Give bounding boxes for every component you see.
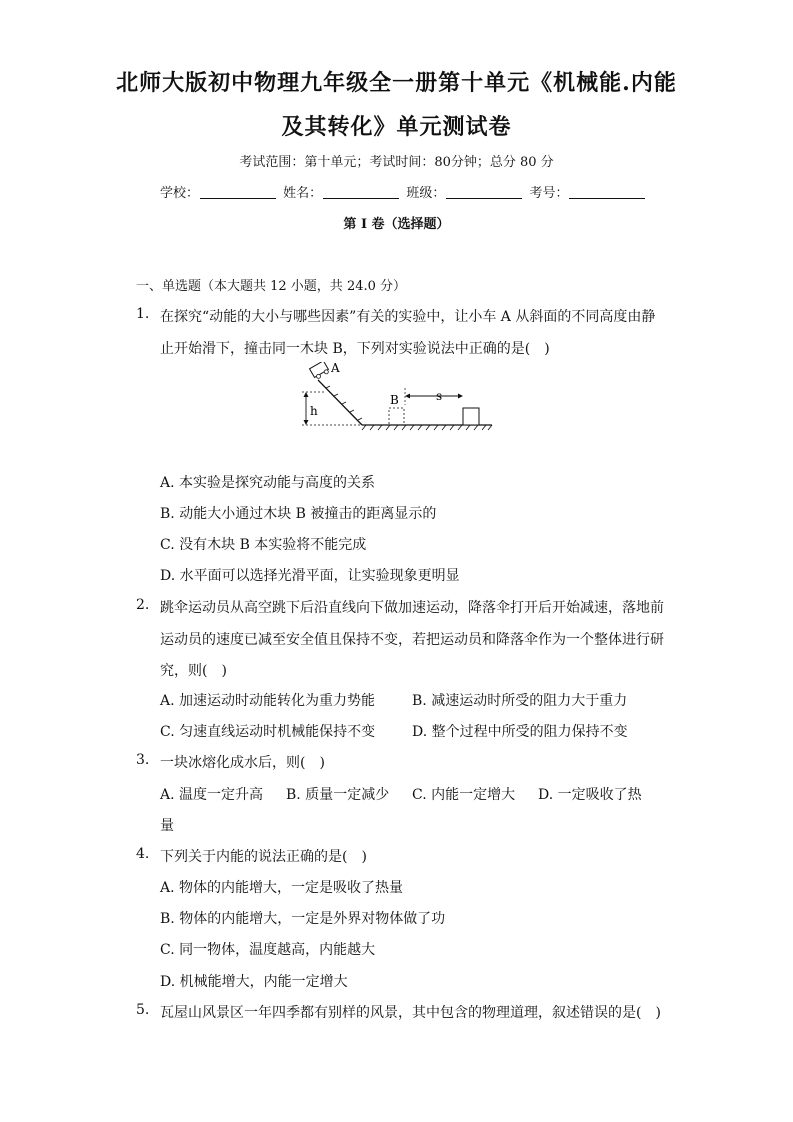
q1-option-d[interactable]: D. 水平面可以选择光滑平面，让实验现象更明显 — [160, 568, 460, 584]
q2-line1: 跳伞运动员从高空跳下后沿直线向下做加速运动，降落伞打开后开始减速，落地前 — [160, 600, 664, 616]
q2-option-a[interactable]: A. 加速运动时动能转化为重力势能 — [160, 693, 376, 709]
doc-title-line1: 北师大版初中物理九年级全一册第十单元《机械能.内能 — [116, 70, 677, 96]
number-blank[interactable] — [569, 185, 645, 199]
q4-option-b[interactable]: B. 物体的内能增大，一定是外界对物体做了功 — [160, 911, 446, 927]
exam-info: 考试范围：第十单元；考试时间：80分钟；总分 80 分 — [239, 155, 554, 170]
label-s: s — [436, 389, 443, 403]
q2-option-c[interactable]: C. 匀速直线运动时机械能保持不变 — [160, 724, 376, 740]
q3-line1: 一块冰熔化成水后，则( ) — [160, 755, 325, 771]
q4-option-d[interactable]: D. 机械能增大，内能一定增大 — [160, 974, 348, 990]
q3-option-d-cont: 量 — [160, 818, 174, 834]
name-label: 姓名： — [283, 186, 323, 201]
slope-line — [318, 380, 362, 425]
school-label: 学校： — [160, 186, 200, 201]
s-arrow-left — [405, 394, 410, 399]
section-heading: 一、单选题（本大题共 12 小题，共 24.0 分） — [136, 279, 407, 294]
q5-line1: 瓦屋山风景区一年四季都有别样的风景，其中包含的物理道理，叙述错误的是( ) — [160, 1005, 661, 1021]
q4-option-a[interactable]: A. 物体的内能增大，一定是吸收了热量 — [160, 880, 404, 896]
label-h: h — [310, 404, 318, 418]
q2-option-b[interactable]: B. 减速运动时所受的阻力大于重力 — [412, 693, 628, 709]
block-b-final — [463, 408, 479, 425]
label-b: B — [390, 393, 399, 407]
slope-hatch — [326, 386, 362, 420]
student-fields — [160, 182, 648, 201]
q3-number: 3. — [136, 752, 150, 768]
number-label: 考号： — [529, 186, 569, 201]
school-blank[interactable] — [200, 185, 276, 199]
q3-option-d[interactable]: D. 一定吸收了热 — [538, 787, 642, 803]
cart-a — [310, 362, 330, 380]
doc-title-line2: 及其转化》单元测试卷 — [281, 114, 512, 140]
q1-option-b[interactable]: B. 动能大小通过木块 B 被撞击的距离显示的 — [160, 506, 437, 522]
q3-option-b[interactable]: B. 质量一定减少 — [286, 787, 390, 803]
class-blank[interactable] — [446, 185, 522, 199]
q4-option-c[interactable]: C. 同一物体，温度越高，内能越大 — [160, 942, 376, 958]
ground-hatch — [362, 425, 492, 430]
name-blank[interactable] — [323, 185, 399, 199]
s-arrow-right — [458, 394, 463, 399]
q1-figure — [296, 362, 496, 434]
block-b-initial — [389, 408, 404, 425]
q5-number: 5. — [136, 1002, 150, 1018]
q3-option-c[interactable]: C. 内能一定增大 — [412, 787, 516, 803]
q4-number: 4. — [136, 846, 150, 862]
q2-number: 2. — [136, 597, 150, 613]
q1-option-c[interactable]: C. 没有木块 B 本实验将不能完成 — [160, 537, 367, 553]
q1-option-a[interactable]: A. 本实验是探究动能与高度的关系 — [160, 475, 376, 491]
q1-line1: 在探究“动能的大小与哪些因素”有关的实验中，让小车 A 从斜面的不同高度由静 — [160, 309, 656, 325]
h-arrow-up — [304, 392, 309, 397]
q2-line2: 运动员的速度已减至安全值且保持不变，若把运动员和降落伞作为一个整体进行研 — [160, 632, 664, 648]
q1-number: 1. — [136, 306, 150, 322]
q1-line2: 止开始滑下，撞击同一木块 B，下列对实验说法中正确的是( ) — [160, 341, 550, 357]
label-a: A — [331, 362, 340, 375]
q2-line3: 究，则( ) — [160, 663, 227, 679]
q4-line1: 下列关于内能的说法正确的是( ) — [160, 849, 367, 865]
class-label: 班级： — [406, 186, 446, 201]
h-arrow-down — [304, 420, 309, 425]
volume-title: 第 I 卷（选择题） — [343, 217, 450, 232]
q2-option-d[interactable]: D. 整个过程中所受的阻力保持不变 — [412, 724, 628, 740]
q3-option-a[interactable]: A. 温度一定升高 — [160, 787, 264, 803]
